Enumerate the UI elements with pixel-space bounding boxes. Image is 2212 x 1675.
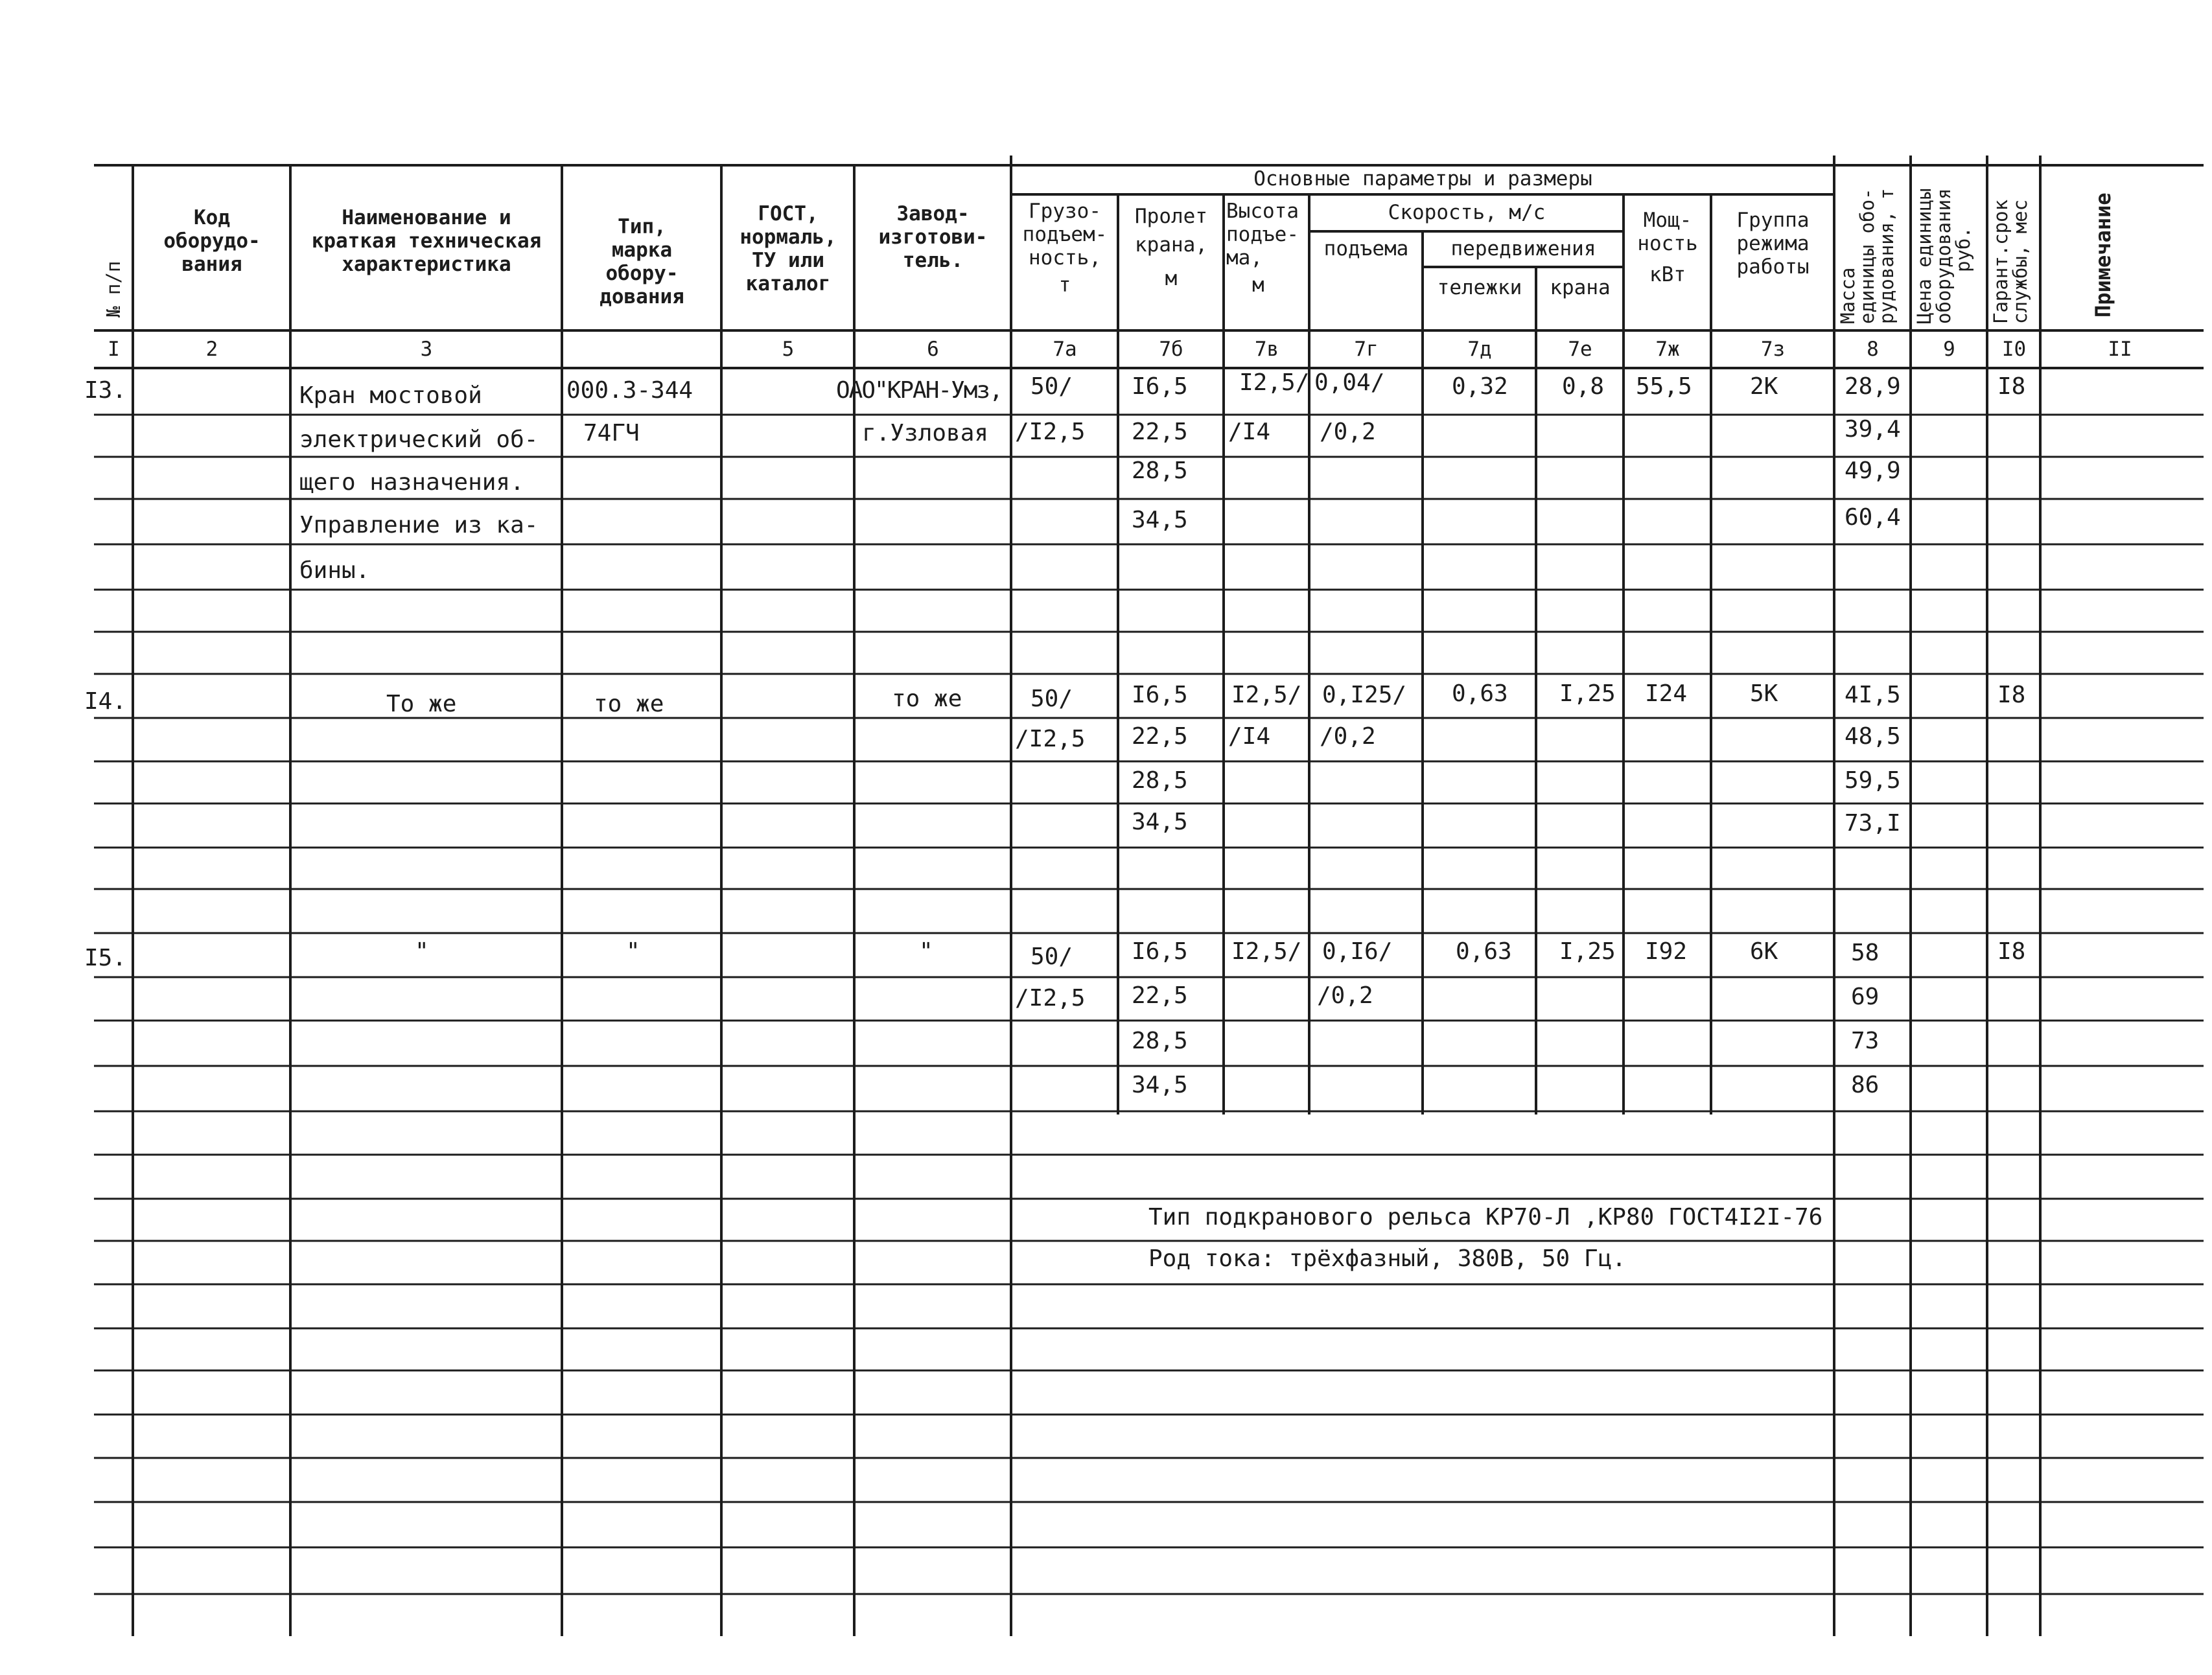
col-num-5: 5	[782, 338, 795, 361]
row-number: I4.	[84, 688, 127, 715]
col-mass-header	[1838, 188, 1896, 324]
col-type-header-line: обору-	[605, 262, 679, 285]
col-num-7b: 7б	[1159, 338, 1183, 361]
mass-value: 60,4	[1845, 504, 1901, 531]
col-price-header	[1915, 188, 1973, 324]
col-gost-header	[723, 202, 853, 295]
speed-trolley-header: тележки	[1437, 276, 1522, 299]
col-number-header: № п/п	[102, 260, 124, 318]
col-maker-header-line: изготови-	[878, 225, 988, 249]
group-value: 6К	[1750, 938, 1778, 965]
item-name-line: бины.	[299, 557, 370, 584]
col-maker-header-line: Завод-	[896, 202, 970, 225]
speed-header: Скорость, м/с	[1388, 201, 1546, 224]
span-value: 22,5	[1132, 723, 1188, 750]
col-power-header-line: кВт	[1649, 263, 1686, 286]
span-value: 34,5	[1132, 507, 1188, 533]
item-maker-line: ОАО"КРАН-Умз,	[836, 377, 1002, 404]
col-gost-header-line: ГОСТ,	[758, 202, 819, 225]
power-value: I92	[1645, 938, 1688, 965]
item-name-line: То же	[386, 691, 457, 717]
height-value: I2,5/	[1231, 938, 1302, 965]
mass-value: 73,I	[1845, 810, 1901, 837]
span-value: 34,5	[1132, 809, 1188, 835]
col-capacity-header-line: ность,	[1029, 246, 1101, 270]
col-type-header-line: дования	[600, 285, 684, 308]
capacity-value: /I2,5	[1015, 419, 1086, 445]
col-group-header-line: работы	[1736, 255, 1810, 279]
span-value: 28,5	[1132, 457, 1188, 484]
col-capacity-header-line: подъем-	[1022, 223, 1108, 246]
col-span-header	[1120, 205, 1222, 290]
trolley-speed-value: 0,32	[1452, 373, 1508, 400]
col-maker-header	[856, 202, 1010, 272]
lift-speed-value: 0,I25/	[1322, 682, 1407, 708]
item-type-line: "	[626, 938, 640, 965]
col-price-header-line: оборудования	[1933, 188, 1955, 324]
item-maker-line: г.Узловая	[862, 420, 989, 446]
span-value: 28,5	[1132, 1028, 1188, 1054]
crane-speed-value: I,25	[1559, 680, 1616, 707]
col-num-2: 2	[205, 338, 218, 361]
item-name-line: щего назначения.	[299, 469, 524, 496]
item-type-line: 74ГЧ	[583, 420, 640, 446]
item-name-line: "	[415, 938, 429, 965]
power-value: I24	[1645, 680, 1688, 707]
col-power-header-line: Мощ-	[1643, 209, 1692, 232]
col-span-header-line: м	[1165, 267, 1178, 290]
mass-value: 59,5	[1845, 767, 1901, 794]
col-code-header-line: вания	[181, 253, 242, 276]
lift-speed-value: 0,I6/	[1322, 938, 1393, 965]
col-mass-header-line: рудования, т	[1876, 188, 1898, 324]
height-value: /I4	[1228, 723, 1271, 750]
col-height-header-line: Высота	[1226, 200, 1299, 223]
item-name-line: электрический об-	[299, 426, 539, 453]
warranty-value: I8	[1997, 938, 2026, 965]
mass-value: 58	[1851, 940, 1880, 966]
height-value: /I4	[1228, 419, 1271, 445]
group-value: 2К	[1750, 373, 1778, 400]
mass-value: 28,9	[1845, 373, 1901, 400]
col-num-7d: 7д	[1467, 338, 1492, 361]
warranty-value: I8	[1997, 682, 2026, 708]
capacity-value: 50/	[1030, 686, 1073, 712]
crane-speed-value: 0,8	[1562, 373, 1605, 400]
lift-speed-value: /0,2	[1320, 723, 1376, 750]
lift-speed-value: 0,04/	[1314, 369, 1385, 396]
mass-value: 69	[1851, 984, 1880, 1010]
crane-speed-value: I,25	[1559, 938, 1616, 965]
col-name-header-line: краткая техническая	[311, 229, 542, 253]
col-num-7g: 7г	[1354, 338, 1379, 361]
col-num-8: 8	[1867, 338, 1879, 361]
col-num-9: 9	[1943, 338, 1955, 361]
col-mass-header-line: Масса	[1837, 267, 1859, 324]
span-value: 22,5	[1132, 982, 1188, 1009]
item-name-line: Управление из ка-	[299, 512, 539, 538]
col-code-header-line: оборудо-	[163, 229, 261, 253]
item-maker-line: "	[919, 938, 933, 965]
capacity-value: /I2,5	[1015, 726, 1086, 752]
item-type-line: то же	[594, 691, 664, 717]
mass-value: 39,4	[1845, 416, 1901, 443]
row-number: I5.	[84, 945, 127, 971]
current-type-note: Род тока: трёхфазный, 380В, 50 Гц.	[1148, 1245, 1626, 1272]
main-params-header: Основные параметры и размеры	[1253, 167, 1592, 191]
col-num-3: 3	[420, 338, 433, 361]
col-name-header-line: характеристика	[342, 253, 511, 276]
col-num-7e: 7е	[1568, 338, 1592, 361]
col-warranty-header	[1991, 200, 2030, 324]
warranty-value: I8	[1997, 373, 2026, 400]
mass-value: 4I,5	[1845, 682, 1901, 708]
col-height-header-line: м	[1252, 273, 1264, 297]
col-code-header-line: Код	[194, 206, 230, 229]
col-capacity-header-line: т	[1058, 273, 1071, 297]
span-value: I6,5	[1132, 682, 1188, 708]
height-value: I2,5/	[1231, 682, 1302, 708]
col-num-6: 6	[927, 338, 939, 361]
col-type-header-line: марка	[611, 238, 673, 262]
col-span-header-line: крана,	[1135, 233, 1207, 257]
col-price-header-line: руб.	[1952, 227, 1974, 272]
col-num-1: I	[108, 338, 120, 361]
rail-type-note: Тип подкранового рельса КР70-Л ,КР80 ГОСТ4І2І-76	[1148, 1204, 1823, 1230]
lift-speed-value: /0,2	[1320, 419, 1376, 445]
item-name-line: Кран мостовой	[299, 382, 482, 409]
trolley-speed-value: 0,63	[1456, 938, 1512, 965]
col-power-header-line: ность	[1637, 232, 1698, 255]
col-code-header	[135, 206, 289, 276]
col-num-10: I0	[2001, 338, 2027, 361]
col-height-header-line: подъе-	[1226, 223, 1299, 246]
col-span-header-line: Пролет	[1135, 205, 1207, 228]
col-gost-header-line: ТУ или	[752, 249, 824, 272]
mass-value: 48,5	[1845, 723, 1901, 750]
speed-lift-header: подъема	[1323, 237, 1409, 260]
col-power-header	[1625, 209, 1710, 286]
col-height-header	[1226, 200, 1308, 297]
col-group-header-line: Группа	[1736, 209, 1810, 232]
col-capacity-header-line: Грузо-	[1029, 200, 1101, 223]
span-value: I6,5	[1132, 373, 1188, 400]
speed-move-header: передвижения	[1450, 237, 1596, 260]
col-group-header	[1713, 209, 1833, 279]
col-note-header: Примечание	[2091, 192, 2115, 318]
col-gost-header-line: каталог	[745, 272, 831, 295]
col-type-header-line: Тип,	[618, 215, 666, 238]
mass-value: 49,9	[1845, 457, 1901, 484]
span-value: I6,5	[1132, 938, 1188, 965]
lift-speed-value: /0,2	[1317, 982, 1373, 1009]
col-price-header-line: Цена единицы	[1913, 188, 1935, 324]
col-warranty-header-line: службы, мес	[2009, 199, 2031, 324]
col-group-header-line: режима	[1736, 232, 1810, 255]
height-value: I2,5/	[1239, 369, 1310, 396]
col-gost-header-line: нормаль,	[739, 225, 837, 249]
col-num-11: II	[2108, 338, 2132, 361]
row-number: I3.	[84, 377, 127, 404]
col-num-7z: 7з	[1760, 338, 1786, 361]
col-num-7zh: 7ж	[1655, 338, 1680, 361]
col-capacity-header	[1013, 200, 1117, 297]
span-value: 22,5	[1132, 419, 1188, 445]
capacity-value: /I2,5	[1015, 985, 1086, 1011]
capacity-value: 50/	[1030, 943, 1073, 970]
item-maker-line: то же	[892, 686, 962, 712]
mass-value: 86	[1851, 1072, 1880, 1098]
trolley-speed-value: 0,63	[1452, 680, 1508, 707]
mass-value: 73	[1851, 1028, 1880, 1054]
power-value: 55,5	[1636, 373, 1692, 400]
col-name-header-line: Наименование и	[342, 206, 511, 229]
span-value: 28,5	[1132, 767, 1188, 794]
span-value: 34,5	[1132, 1072, 1188, 1098]
col-num-7v: 7в	[1254, 338, 1279, 361]
group-value: 5К	[1750, 680, 1778, 707]
col-num-7a: 7а	[1053, 338, 1077, 361]
capacity-value: 50/	[1030, 373, 1073, 400]
col-mass-header-line: единицы обо-	[1856, 188, 1878, 324]
col-height-header-line: ма,	[1226, 246, 1263, 270]
col-name-header	[292, 206, 561, 276]
col-maker-header-line: тель.	[902, 249, 964, 272]
col-warranty-header-line: Гарант.срок	[1990, 199, 2012, 324]
item-type-line: 000.3-344	[566, 377, 693, 404]
speed-crane-header: крана	[1550, 276, 1611, 299]
col-type-header	[564, 215, 720, 308]
